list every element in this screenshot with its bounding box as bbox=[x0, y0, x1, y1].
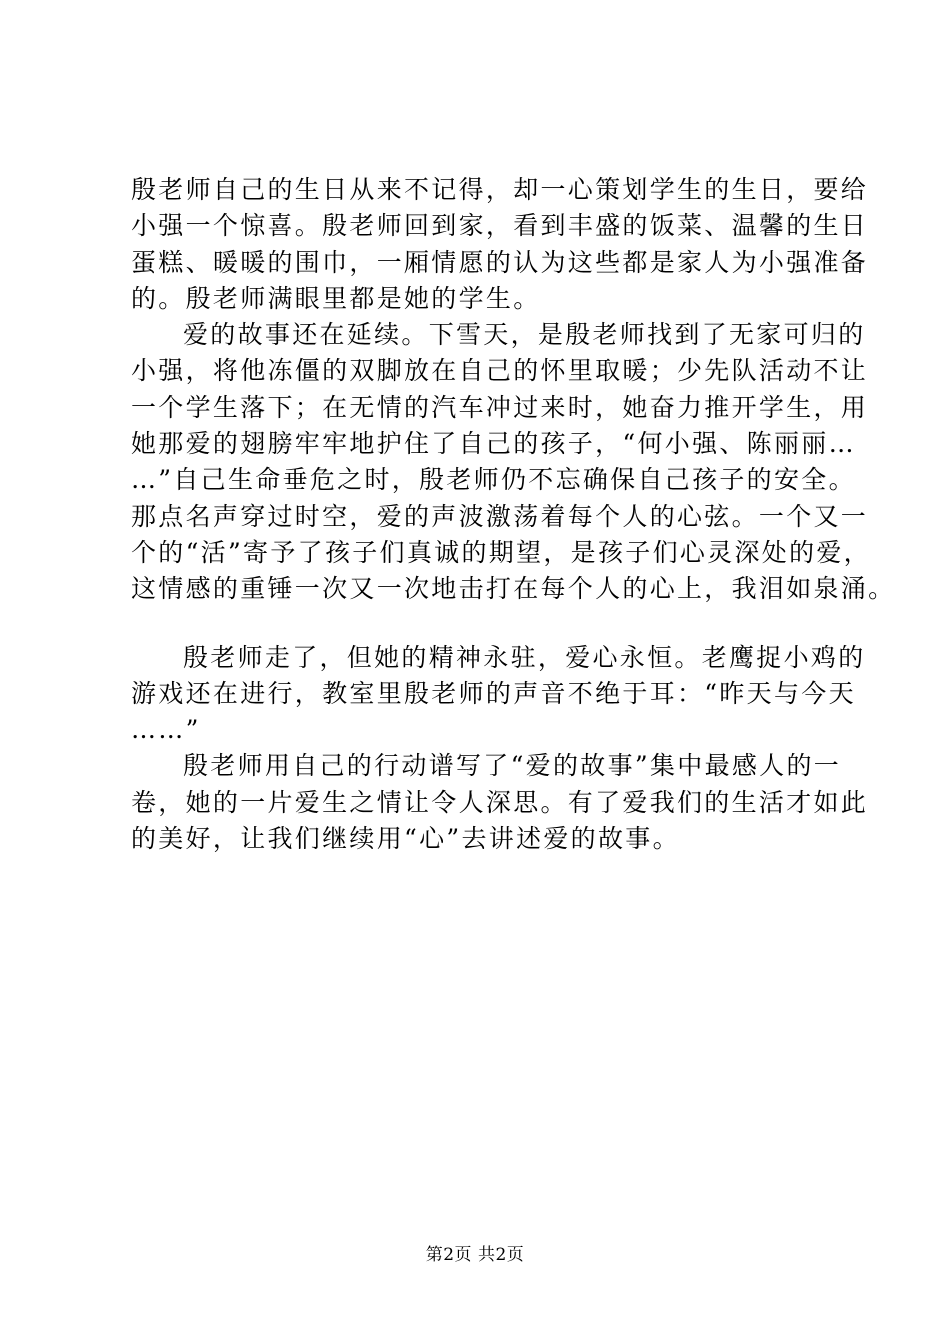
text-line: 一个学生落下；在无情的汽车冲过来时，她奋力推开学生，用 bbox=[131, 392, 869, 422]
text-line: 殷老师走了，但她的精神永驻，爱心永恒。老鹰捉小鸡的 bbox=[183, 642, 866, 672]
text-line: 殷老师自己的生日从来不记得，却一心策划学生的生日，要给 bbox=[131, 175, 869, 204]
text-line: 蛋糕、暖暖的围巾，一厢情愿的认为这些都是家人为小强准备 bbox=[131, 247, 869, 277]
text-line: 小强，将他冻僵的双脚放在自己的怀里取暖；少先队活动不让 bbox=[131, 356, 869, 386]
text-line: 卷，她的一片爱生之情让令人深思。有了爱我们的生活才如此 bbox=[131, 787, 869, 817]
paragraph-2 bbox=[131, 317, 896, 607]
paragraph-spacer bbox=[131, 608, 851, 640]
document-body bbox=[131, 172, 896, 857]
text-line: …”自己生命垂危之时，殷老师仍不忘确保自己孩子的安全。 bbox=[131, 465, 856, 495]
text-line: 爱的故事还在延续。下雪天，是殷老师找到了无家可归的 bbox=[183, 320, 866, 350]
text-line: 游戏还在进行，教室里殷老师的声音不绝于耳：“昨天与今天 bbox=[131, 678, 856, 708]
text-line: 的。殷老师满眼里都是她的学生。 bbox=[131, 283, 541, 313]
text-line: 她那爱的翅膀牢牢地护住了自己的孩子，“何小强、陈丽丽… bbox=[131, 429, 856, 459]
paragraph-3 bbox=[131, 640, 866, 749]
text-line: ……” bbox=[131, 715, 201, 745]
text-line: 个的“活”寄予了孩子们真诚的期望，是孩子们心灵深处的爱， bbox=[131, 537, 871, 567]
text-line: 殷老师用自己的行动谱写了“爱的故事”集中最感人的一 bbox=[183, 751, 842, 781]
text-line: 小强一个惊喜。殷老师回到家，看到丰盛的饭菜、温馨的生日 bbox=[131, 211, 869, 241]
text-line: 的美好，让我们继续用“心”去讲述爱的故事。 bbox=[131, 824, 680, 854]
text-line: 那点名声穿过时空，爱的声波激荡着每个人的心弦。一个又一 bbox=[131, 501, 869, 531]
paragraph-4 bbox=[131, 748, 869, 857]
text-line: 这情感的重锤一次又一次地击打在每个人的心上，我泪如泉涌。 bbox=[131, 574, 896, 604]
paragraph-1 bbox=[131, 172, 869, 317]
page-number-footer: 第2页 共2页 bbox=[425, 1245, 525, 1265]
